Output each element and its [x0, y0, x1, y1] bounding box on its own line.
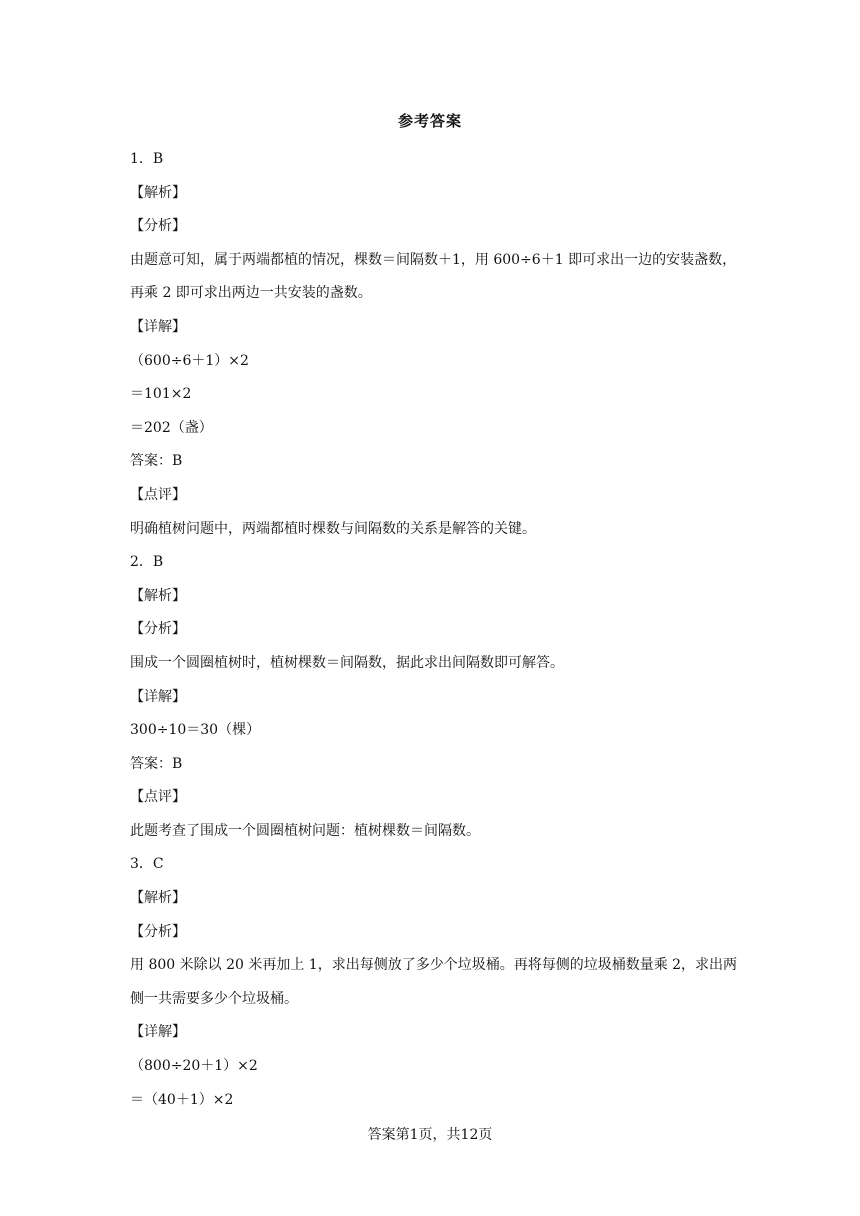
q3-step-2: ＝（40＋1）×2	[130, 1091, 234, 1108]
q1-label-fenxi: 【分析】	[130, 218, 186, 235]
q2-comment: 此题考查了围成一个圆圈植树问题：植树棵数＝间隔数。	[130, 822, 480, 839]
q1-step-3: ＝202（盏）	[130, 419, 213, 436]
q1-label-dianping: 【点评】	[130, 486, 186, 503]
q1-answer-line: 1．B	[130, 151, 164, 167]
q3-step-1: （800÷20＋1）×2	[130, 1058, 258, 1075]
q2-label-dianping: 【点评】	[130, 789, 186, 806]
q1-step-2: ＝101×2	[130, 386, 192, 403]
q2-label-xiangjie: 【详解】	[130, 688, 186, 705]
q2-analysis: 围成一个圆圈植树时，植树棵数＝间隔数，据此求出间隔数即可解答。	[130, 654, 564, 671]
q1-analysis: 由题意可知，属于两端都植的情况，棵数＝间隔数＋1，用 600÷6＋1 即可求出一边的安装盏数，再乘 2 即可求出两边一共安装的盏数。	[130, 251, 737, 302]
q2-answer-line: 2．B	[130, 554, 164, 571]
page-title: 参考答案	[397, 112, 462, 130]
q3-label-fenxi: 【分析】	[130, 923, 186, 940]
q1-label-xiangjie: 【详解】	[130, 318, 186, 335]
q2-label-fenxi: 【分析】	[130, 621, 186, 638]
q3-label-jiexi: 【解析】	[130, 890, 186, 907]
q1-comment: 明确植树问题中，两端都植时棵数与间隔数的关系是解答的关键。	[130, 520, 536, 537]
q1-label-jiexi: 【解析】	[130, 184, 186, 201]
page-footer: 答案第1页，共12页	[367, 1127, 493, 1143]
q3-label-xiangjie: 【详解】	[130, 1024, 186, 1041]
q2-step-1: 300÷10＝30（棵）	[130, 722, 261, 739]
q2-label-jiexi: 【解析】	[130, 587, 186, 604]
q3-answer-line: 3．C	[130, 856, 164, 873]
q2-final-answer: 答案：B	[130, 755, 183, 772]
answer-content	[130, 143, 750, 1117]
q3-analysis: 用 800 米除以 20 米再加上 1，求出每侧放了多少个垃圾桶。再将每侧的垃圾桶数量乘 2，求出两侧一共需要多少个垃圾桶。	[130, 957, 738, 1007]
q1-step-1: （600÷6＋1）×2	[130, 352, 249, 369]
q1-final-answer: 答案：B	[130, 453, 183, 470]
